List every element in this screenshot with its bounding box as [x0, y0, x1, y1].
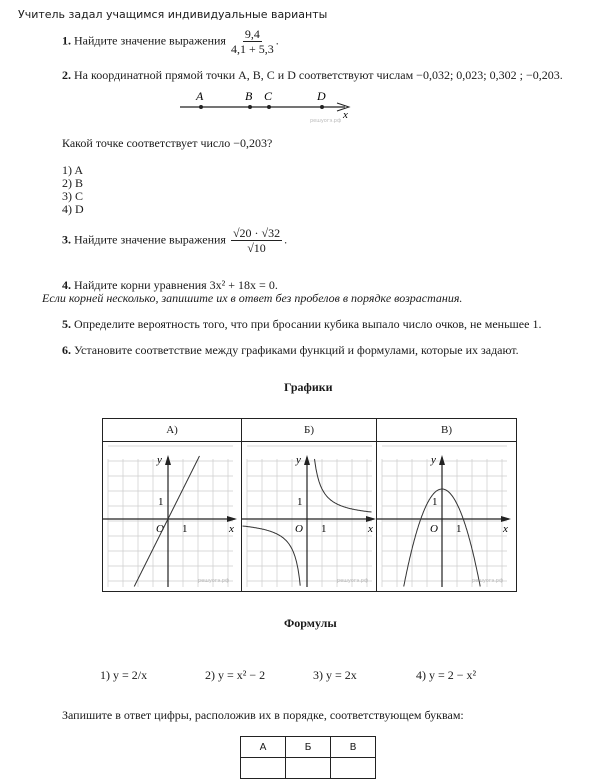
origin-label: O — [156, 523, 164, 535]
x-unit-label: 1 — [321, 523, 327, 535]
q3-number: 3. — [62, 232, 71, 247]
y-unit-label: 1 — [297, 496, 303, 508]
x-unit-label: 1 — [456, 523, 462, 535]
label-b: B — [245, 90, 253, 103]
panel-label: Б) — [242, 419, 376, 442]
x-label: x — [368, 523, 373, 535]
q1-numerator: 9,4 — [244, 27, 260, 41]
label-c: C — [264, 90, 273, 103]
x-unit-label: 1 — [182, 523, 188, 535]
q2-question: Какой точке соответствует число −0,203? — [62, 136, 273, 150]
answer-table — [240, 736, 376, 779]
graphs-title: Графики — [284, 380, 333, 394]
q3-text: Найдите значение выражения — [74, 232, 226, 247]
x-label: x — [503, 523, 508, 535]
answer-cell-v[interactable] — [331, 758, 376, 779]
q4-text: Найдите корни уравнения 3x² + 18x = 0. — [74, 278, 278, 292]
intro-text: Учитель задал учащимся индивидуальные варианты — [18, 8, 328, 21]
header-a: А — [241, 737, 286, 758]
graph-b — [242, 442, 377, 592]
header-b: Б — [286, 737, 331, 758]
axis-x-label: x — [343, 109, 348, 121]
origin-label: O — [295, 523, 303, 535]
origin-label: O — [430, 523, 438, 535]
point-d — [320, 105, 324, 109]
q1-fraction — [231, 27, 274, 56]
formula-3: 3) y = 2x — [313, 668, 357, 682]
watermark: решуогэ.рф — [310, 118, 342, 124]
point-c — [267, 105, 271, 109]
q6-number: 6. — [62, 343, 71, 357]
panel-label: А) — [103, 419, 241, 442]
q1-denominator: 4,1 + 5,3 — [230, 42, 274, 56]
graph-c — [377, 442, 516, 592]
y-unit-label: 1 — [158, 496, 164, 508]
function-curve — [315, 459, 372, 512]
graph-panel-b — [242, 419, 377, 591]
label-a: A — [196, 90, 204, 103]
label-d: D — [317, 90, 326, 103]
watermark: решуогэ.рф — [337, 578, 369, 584]
option-2: 2) B — [62, 176, 83, 190]
q1-number: 1. — [62, 33, 71, 48]
watermark: решуогэ.рф — [472, 578, 504, 584]
answer-cell-b[interactable] — [286, 758, 331, 779]
y-label: y — [157, 454, 162, 466]
graph-panel-c — [377, 419, 516, 591]
q4-number: 4. — [62, 278, 71, 292]
answer-cell-a[interactable] — [241, 758, 286, 779]
question-5 — [62, 317, 541, 332]
question-3: 3. Найдите значение выражения $\frac{√20 \cdot √32}{√10}$ . — [62, 226, 288, 255]
q2-options — [62, 164, 84, 216]
graph-panel-a — [103, 419, 242, 591]
q6-text: Установите соответствие между графиками функций и формулами, которые их задают. — [74, 343, 519, 357]
q2-number: 2. — [62, 68, 71, 82]
formulas-title: Формулы — [284, 616, 337, 630]
y-label: y — [431, 454, 436, 466]
header-v: В — [331, 737, 376, 758]
number-line — [175, 90, 415, 130]
y-axis-arrow — [165, 455, 171, 465]
x-label: x — [229, 523, 234, 535]
formula-4: 4) y = 2 − x² — [416, 668, 477, 682]
y-unit-label: 1 — [432, 496, 438, 508]
question-2 — [62, 68, 563, 83]
q4-note: Если корней несколько, запишите их в ответ без пробелов в порядке возрастания. — [42, 291, 463, 305]
q2-text: На координатной прямой точки A, B, C и D соответствуют числам −0,032; 0,023; 0,302 ; −0,203. — [74, 68, 563, 82]
watermark: решуогэ.рф — [198, 578, 230, 584]
option-4: 4) D — [62, 202, 84, 216]
q1-text: Найдите значение выражения — [74, 33, 226, 48]
function-curve — [243, 526, 301, 586]
formula-1: 1) y = 2/x — [100, 668, 148, 682]
q5-text: Определите вероятность того, что при бросании кубика выпало число очков, не меньшее 1. — [74, 317, 542, 331]
q3-fraction — [231, 226, 282, 255]
answer-instruction: Запишите в ответ цифры, расположив их в порядке, соответствующем буквам: — [62, 708, 464, 722]
panel-label: В) — [377, 419, 516, 442]
y-label: y — [296, 454, 301, 466]
formula-2: 2) y = x² − 2 — [205, 668, 266, 682]
point-b — [248, 105, 252, 109]
q5-number: 5. — [62, 317, 71, 331]
graphs-table — [102, 418, 517, 592]
question-1: 1. Найдите значение выражения $\frac{9,4}{4,1 + 5,3}$ . — [62, 27, 279, 56]
y-axis-arrow — [304, 455, 310, 465]
option-1: 1) A — [62, 163, 83, 177]
option-3: 3) C — [62, 189, 83, 203]
q3-numerator: √20 · √32 — [232, 226, 281, 240]
graph-a — [103, 442, 240, 592]
y-axis-arrow — [439, 455, 445, 465]
q3-denominator: √10 — [247, 241, 266, 255]
question-6 — [62, 343, 519, 358]
point-a — [199, 105, 203, 109]
